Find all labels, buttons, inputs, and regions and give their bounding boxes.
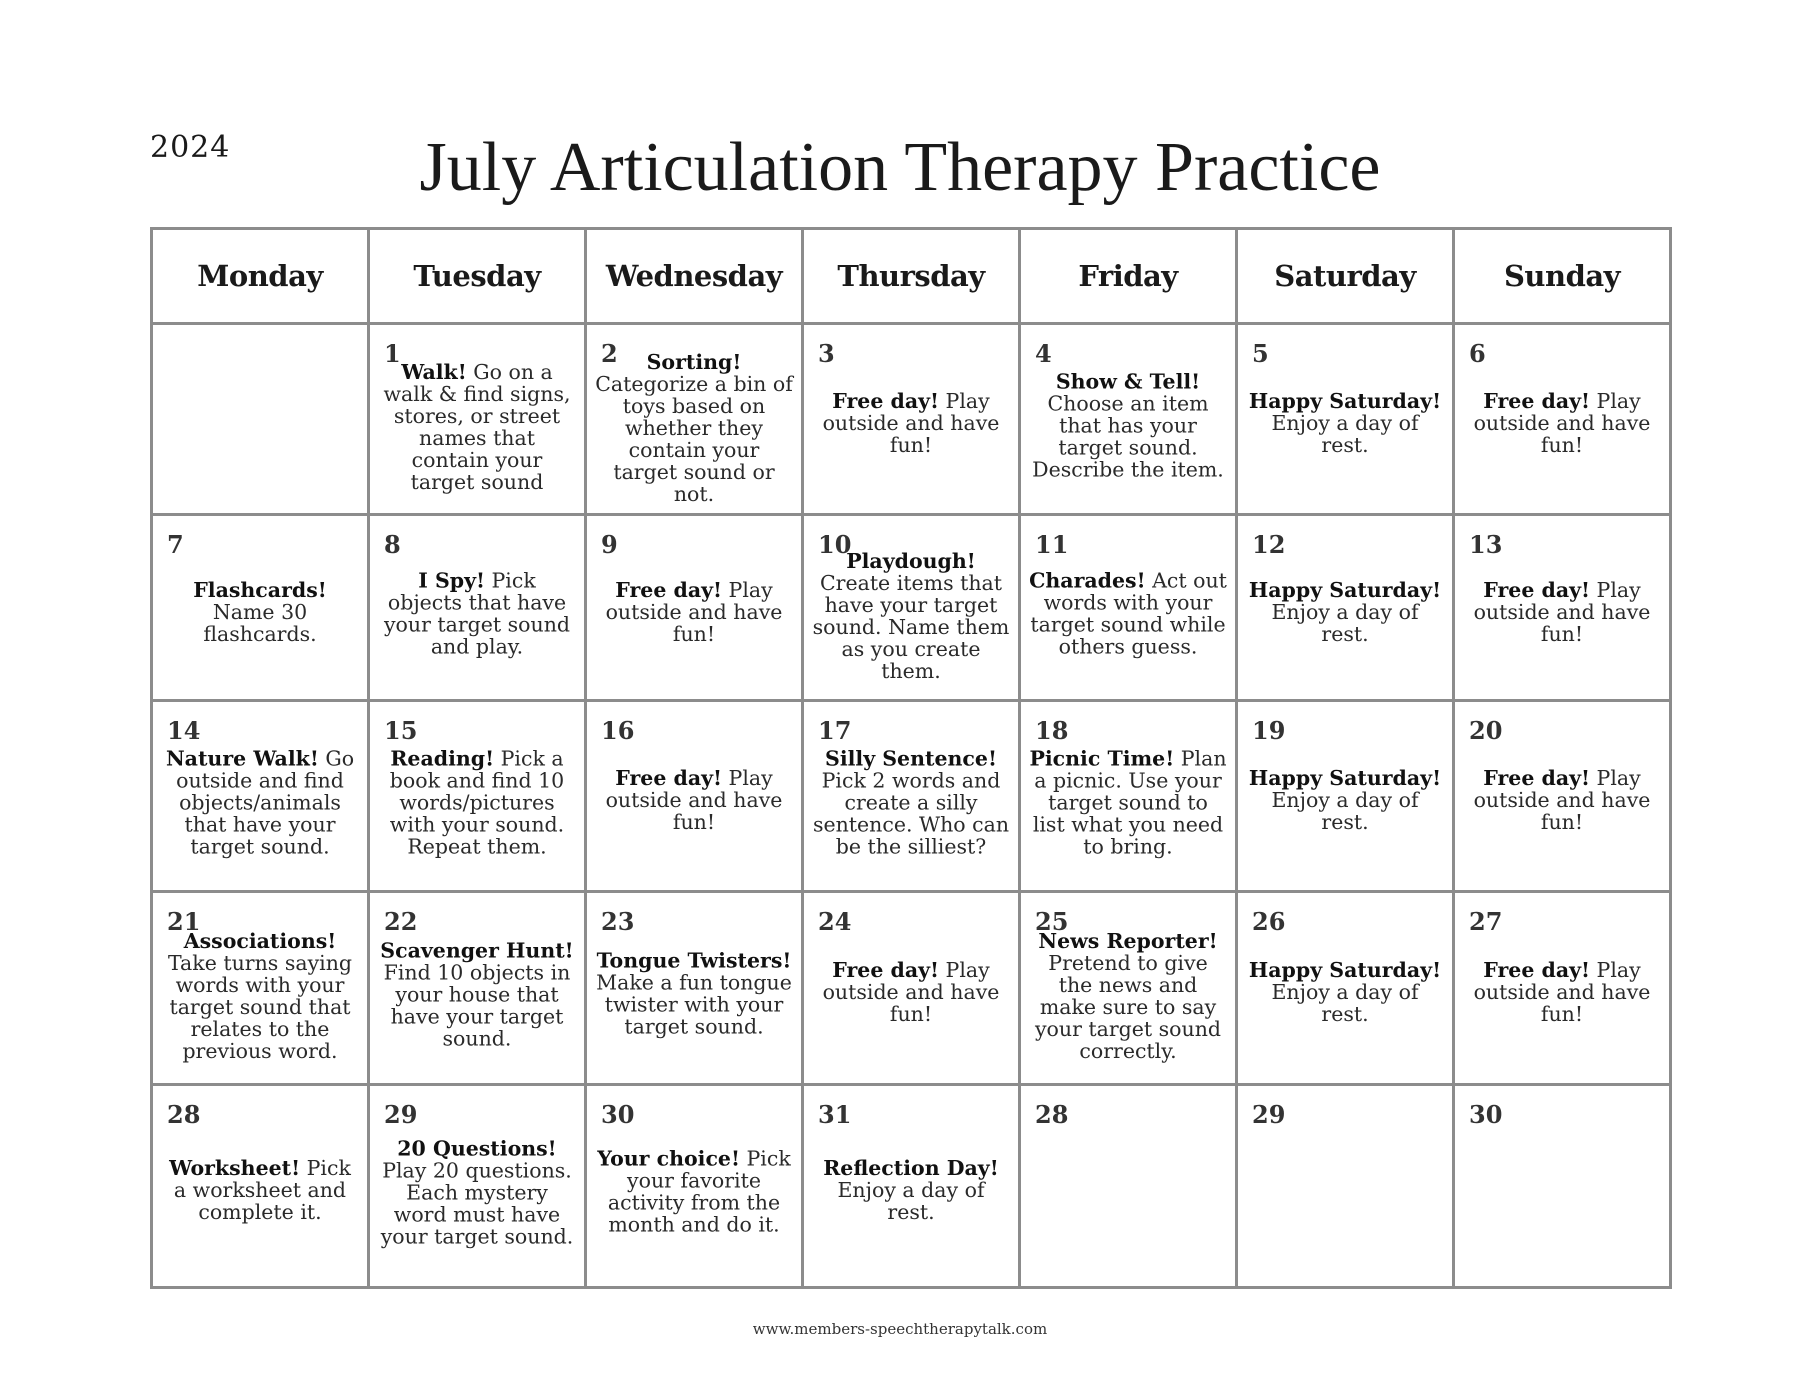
activity-description: Pick objects that have your target sound and play. [383,567,571,658]
activity-title: Worksheet! [169,1155,301,1180]
day-number: 20 [1469,716,1503,745]
day-number: 21 [167,907,201,936]
day-cell [1454,1085,1671,1288]
day-cell [1020,892,1237,1085]
activity-title: Free day! [615,577,723,602]
activity-title: Free day! [1483,577,1591,602]
activity-description: Go outside and find objects/animals that have your target sound. [176,746,355,859]
day-cell [1454,892,1671,1085]
activity-title: Happy Saturday! [1248,957,1442,982]
activity-description: Act out words with your target sound while others guess. [1030,567,1227,658]
activity-title: Silly Sentence! [825,746,997,771]
activity-description: Play outside and have fun! [822,388,1000,457]
activity-title: I Spy! [418,567,485,592]
activity-description: Enjoy a day of rest. [1271,410,1419,457]
day-cell [1020,324,1237,515]
day-number: 17 [818,716,852,745]
activity-description: Enjoy a day of rest. [1271,599,1419,646]
activity-text [1029,371,1227,481]
activity-title: Happy Saturday! [1248,388,1442,413]
activity-title: Sorting! [646,350,742,375]
weekday-sunday: Sunday [1454,229,1671,324]
day-cell [1237,515,1454,701]
activity-description: Go on a walk & find signs, stores, or street names that contain your target sound [383,359,571,494]
activity-text [595,1147,793,1235]
day-cell [369,701,586,892]
activity-text [1246,959,1444,1025]
activity-description: Name 30 flashcards. [203,599,317,646]
day-cell [586,892,803,1085]
activity-text [1463,767,1661,833]
day-number: 15 [384,716,418,745]
activity-title: Free day! [832,957,940,982]
activity-description: Enjoy a day of rest. [1271,787,1419,834]
day-number: 28 [167,1100,201,1129]
activity-description: Enjoy a day of rest. [837,1177,985,1224]
activity-description: Play outside and have fun! [605,577,783,646]
week-row [152,324,1671,515]
activity-description: Categorize a bin of toys based on whether they contain your target sound or not. [595,372,793,507]
day-number: 30 [1469,1100,1503,1129]
day-cell [152,515,369,701]
activity-description: Pick a worksheet and complete it. [173,1155,351,1224]
activity-text [1246,578,1444,644]
activity-text [812,1157,1010,1223]
activity-title: Walk! [401,359,467,384]
activity-title: Free day! [1483,388,1591,413]
activity-description: Play outside and have fun! [605,765,783,834]
activity-text [1246,767,1444,833]
weekday-friday: Friday [1020,229,1237,324]
activity-title: Happy Saturday! [1248,577,1442,602]
week-row [152,515,1671,701]
day-cell [1454,515,1671,701]
day-cell [1237,1085,1454,1288]
activity-text [1463,390,1661,456]
activity-text [161,930,359,1062]
activity-description: Create items that have your target sound. Name them as you create them. [812,570,1010,683]
activity-text [812,748,1010,858]
activity-text [378,940,576,1050]
activity-description: Play outside and have fun! [1473,577,1651,646]
day-number: 4 [1035,339,1052,368]
day-cell [1237,701,1454,892]
week-row [152,892,1671,1085]
activity-text [1029,569,1227,657]
day-number: 24 [818,907,852,936]
activity-description: Find 10 objects in your house that have your target sound. [383,960,571,1051]
day-number: 8 [384,530,401,559]
day-number: 18 [1035,716,1069,745]
weekday-tuesday: Tuesday [369,229,586,324]
day-number: 1 [384,339,401,368]
day-cell [1237,892,1454,1085]
year-label: 2024 [150,130,231,165]
page-title: July Articulation Therapy Practice [419,129,1381,206]
activity-description: Play outside and have fun! [1473,765,1651,834]
activity-text [812,959,1010,1025]
activity-text [1246,390,1444,456]
activity-description: Play outside and have fun! [1473,957,1651,1026]
activity-description: Plan a picnic. Use your target sound to list what you need to bring. [1032,746,1227,859]
activity-title: Free day! [1483,957,1591,982]
day-number: 29 [1252,1100,1286,1129]
activity-title: Associations! [183,928,337,953]
activity-text [812,549,1010,681]
day-cell [1454,701,1671,892]
day-number: 25 [1035,907,1069,936]
activity-title: Reading! [390,746,495,771]
day-number: 3 [818,339,835,368]
activity-title: Free day! [615,765,723,790]
day-cell [1454,324,1671,515]
day-number: 30 [601,1100,635,1129]
day-cell [369,515,586,701]
day-cell [1020,515,1237,701]
activity-title: Playdough! [846,548,976,573]
activity-description: Play outside and have fun! [1473,388,1651,457]
day-number: 5 [1252,339,1269,368]
day-number: 29 [384,1100,418,1129]
day-number: 2 [601,339,618,368]
weekday-monday: Monday [152,229,369,324]
activity-title: Happy Saturday! [1248,765,1442,790]
day-number: 26 [1252,907,1286,936]
activity-text [812,390,1010,456]
activity-text [595,767,793,833]
activity-text [1029,930,1227,1062]
activity-title: Your choice! [597,1146,740,1171]
day-cell [803,892,1020,1085]
activity-description: Pick a book and find 10 words/pictures with your sound. Repeat them. [389,746,565,859]
activity-description: Enjoy a day of rest. [1271,979,1419,1026]
activity-description: Choose an item that has your target sound. Describe the item. [1032,391,1224,482]
day-number: 28 [1035,1100,1069,1129]
day-cell [1237,324,1454,515]
weekday-thursday: Thursday [803,229,1020,324]
day-number: 13 [1469,530,1503,559]
activity-text [1029,748,1227,858]
day-cell [586,1085,803,1288]
day-number: 31 [818,1100,852,1129]
activity-title: Tongue Twisters! [596,948,792,973]
activity-title: Show & Tell! [1055,369,1201,394]
day-number: 22 [384,907,418,936]
activity-text [378,569,576,657]
week-row [152,1085,1671,1288]
activity-text [378,361,576,493]
day-number: 10 [818,530,852,559]
activity-title: Free day! [832,388,940,413]
day-cell [152,892,369,1085]
activity-text [378,1138,576,1248]
day-number: 7 [167,530,184,559]
day-cell [152,324,369,515]
day-number: 14 [167,716,201,745]
activity-description: Play 20 questions. Each mystery word must have your target sound. [380,1158,574,1249]
activity-text [595,351,793,505]
activity-text [1463,578,1661,644]
weekday-saturday: Saturday [1237,229,1454,324]
activity-title: 20 Questions! [397,1136,557,1161]
calendar-grid [150,227,1672,1289]
footer-url: www.members-speechtherapytalk.com [752,1320,1048,1338]
day-cell [369,892,586,1085]
activity-text [378,748,576,858]
day-cell [586,701,803,892]
day-number: 27 [1469,907,1503,936]
day-cell [803,1085,1020,1288]
activity-text [161,578,359,644]
day-number: 19 [1252,716,1286,745]
activity-text [161,748,359,858]
day-cell [369,1085,586,1288]
activity-text [595,578,793,644]
activity-title: Charades! [1029,567,1146,592]
activity-description: Make a fun tongue twister with your target sound. [596,970,792,1039]
activity-description: Pick your favorite activity from the month and do it. [607,1146,791,1237]
week-row [152,701,1671,892]
activity-description: Take turns saying words with your target sound that relates to the previous word. [167,950,353,1063]
day-cell [586,515,803,701]
activity-text [161,1157,359,1223]
day-cell [152,701,369,892]
day-number: 16 [601,716,635,745]
day-cell [803,515,1020,701]
day-cell [1020,1085,1237,1288]
day-cell [1020,701,1237,892]
day-number: 6 [1469,339,1486,368]
activity-text [595,949,793,1037]
activity-title: Reflection Day! [823,1155,999,1180]
weekday-header-row [152,229,1671,324]
day-number: 12 [1252,530,1286,559]
activity-description: Pretend to give the news and make sure to say your target sound correctly. [1034,950,1222,1063]
day-cell [152,1085,369,1288]
weekday-wednesday: Wednesday [586,229,803,324]
activity-text [1463,959,1661,1025]
day-number: 11 [1035,530,1069,559]
day-cell [369,324,586,515]
activity-title: Picnic Time! [1029,746,1175,771]
activity-title: Scavenger Hunt! [380,938,574,963]
day-cell [586,324,803,515]
activity-title: Flashcards! [193,577,327,602]
activity-title: Free day! [1483,765,1591,790]
day-number: 23 [601,907,635,936]
activity-title: Nature Walk! [165,746,319,771]
day-cell [803,324,1020,515]
day-number: 9 [601,530,618,559]
activity-description: Play outside and have fun! [822,957,1000,1026]
activity-title: News Reporter! [1038,928,1218,953]
day-cell [803,701,1020,892]
activity-description: Pick 2 words and create a silly sentence. Who can be the silliest? [812,768,1010,859]
